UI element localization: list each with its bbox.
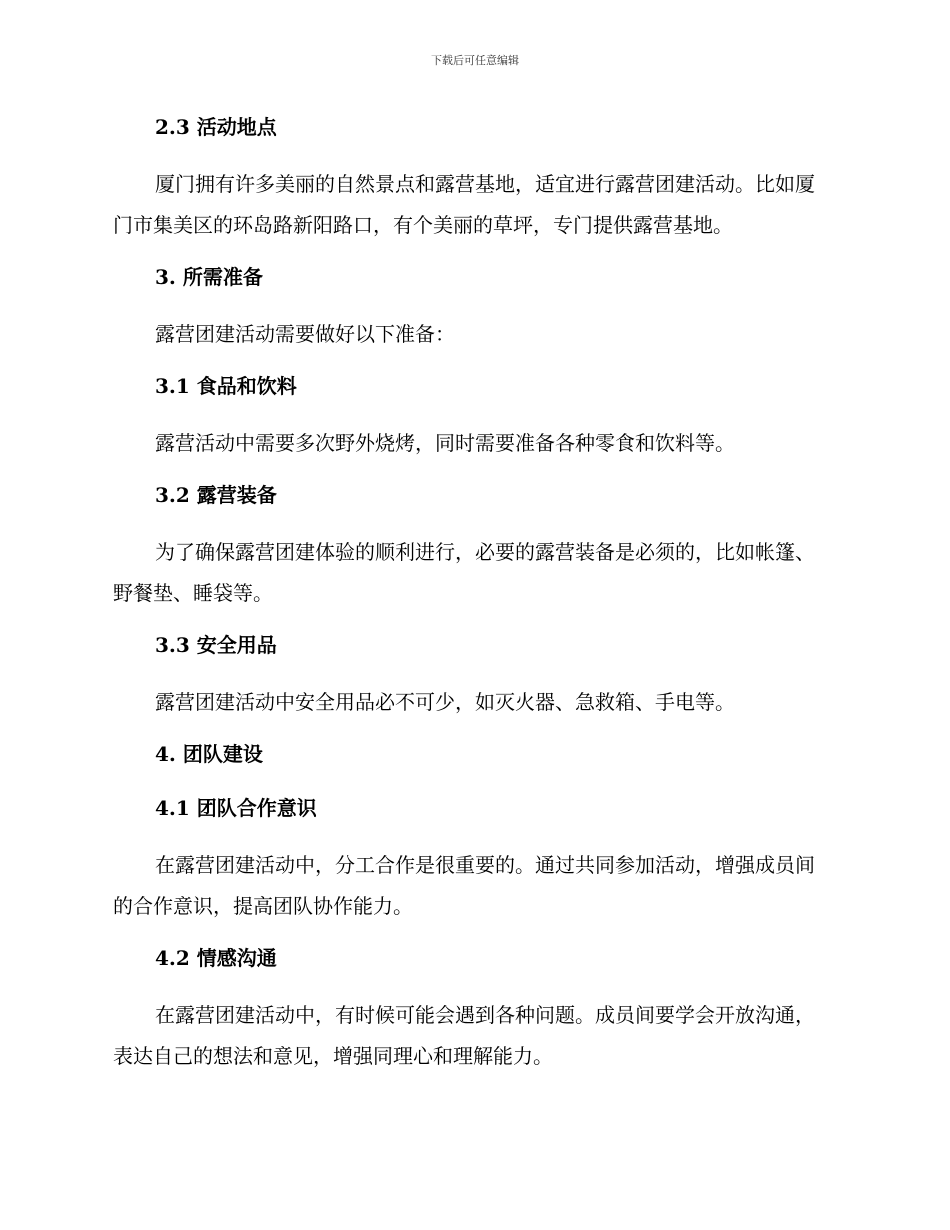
section-heading: 4.2 情感沟通 [155, 946, 277, 970]
page-header: 下载后可任意编辑 [431, 54, 519, 67]
section-paragraph: 为了确保露营团建体验的顺利进行，必要的露营装备是必须的，比如帐篷、野餐垫、睡袋等。 [113, 540, 815, 605]
section-heading: 3.1 食品和饮料 [155, 374, 297, 398]
section-paragraph: 露营团建活动中安全用品必不可少，如灭火器、急救箱、手电等。 [155, 690, 735, 714]
section-heading: 4. 团队建设 [155, 742, 263, 766]
section-paragraph: 露营团建活动需要做好以下准备： [155, 322, 455, 346]
document-body [113, 110, 833, 1091]
section-heading: 4.1 团队合作意识 [155, 796, 317, 820]
section-heading: 3.2 露营装备 [155, 483, 277, 507]
section-paragraph: 露营活动中需要多次野外烧烤，同时需要准备各种零食和饮料等。 [155, 431, 735, 455]
section-paragraph: 在露营团建活动中，有时候可能会遇到各种问题。成员间要学会开放沟通，表达自己的想法和意见，增强同理心和理解能力。 [113, 1003, 815, 1068]
section-paragraph: 厦门拥有许多美丽的自然景点和露营基地，适宜进行露营团建活动。比如厦门市集美区的环岛路新阳路口，有个美丽的草坪，专门提供露营基地。 [113, 172, 815, 237]
section-paragraph: 在露营团建活动中，分工合作是很重要的。通过共同参加活动，增强成员间的合作意识，提高团队协作能力。 [113, 853, 815, 918]
section-heading: 3. 所需准备 [155, 265, 263, 289]
section-heading: 3.3 安全用品 [155, 633, 277, 657]
section-heading: 2.3 活动地点 [155, 115, 277, 139]
